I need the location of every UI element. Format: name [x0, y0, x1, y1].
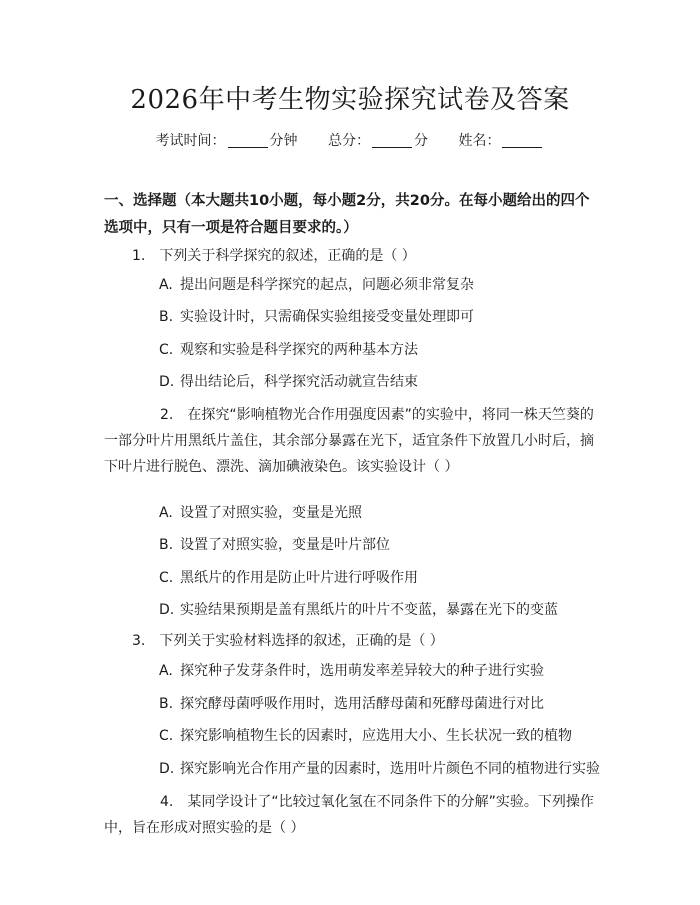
section-heading: 一、选择题（本大题共10小题，每小题2分，共20分。在每小题给出的四个选项中，只有一项是符合题目要求的。）	[104, 193, 590, 236]
question-text: 某同学设计了“比较过氧化氢在不同条件下的分解”实验。下列操作中，旨在形成对照实验的是（ ）	[104, 794, 594, 836]
question-4	[104, 789, 598, 841]
option-letter: D.	[159, 374, 175, 390]
question-text: 在探究“影响植物光合作用强度因素”的实验中，将同一株天竺葵的一部分叶片用黑纸片盖住，其余部分暴露在光下，适宜条件下放置几小时后，摘下叶片进行脱色、漂洗、滴加碘液染色。该实验设计（ ）	[104, 407, 594, 475]
q2-option-b[interactable]	[159, 535, 604, 555]
exam-time-blank[interactable]	[228, 147, 268, 148]
option-letter: A.	[159, 663, 173, 679]
option-text: 黑纸片的作用是防止叶片进行呼吸作用	[180, 570, 418, 586]
question-3	[132, 628, 598, 654]
question-number: 2.	[160, 407, 174, 423]
question-number: 3.	[132, 633, 146, 649]
option-text: 设置了对照实验，变量是光照	[180, 505, 362, 521]
student-name-field	[458, 131, 544, 151]
option-text: 探究影响光合作用产量的因素时，选用叶片颜色不同的植物进行实验	[180, 761, 600, 777]
total-score-label: 总分：	[328, 133, 370, 149]
exam-title: 2026年中考生物实验探究试卷及答案	[130, 85, 570, 115]
option-letter: C.	[159, 342, 174, 358]
question-text: 下列关于实验材料选择的叙述，正确的是（ ）	[159, 633, 444, 649]
total-score-field	[328, 131, 428, 151]
q3-option-a[interactable]	[159, 661, 604, 681]
q3-option-c[interactable]	[159, 726, 604, 746]
option-letter: D.	[159, 761, 175, 777]
option-text: 设置了对照实验，变量是叶片部位	[180, 537, 390, 553]
q1-option-a[interactable]	[159, 275, 604, 295]
option-text: 探究种子发芽条件时，选用萌发率差异较大的种子进行实验	[180, 663, 544, 679]
option-letter: C.	[159, 728, 174, 744]
exam-time-field	[156, 131, 298, 151]
student-name-blank[interactable]	[502, 147, 542, 148]
option-text: 提出问题是科学探究的起点，问题必须非常复杂	[180, 277, 474, 293]
option-letter: A.	[159, 505, 173, 521]
option-letter: D.	[159, 602, 175, 618]
q1-option-c[interactable]	[159, 340, 604, 360]
exam-time-label: 考试时间：	[155, 133, 226, 149]
option-letter: B.	[159, 309, 174, 325]
q1-option-b[interactable]	[159, 307, 604, 327]
student-name-label: 姓名：	[458, 133, 501, 149]
q3-option-b[interactable]	[159, 694, 604, 714]
option-text: 探究酵母菌呼吸作用时，选用活酵母菌和死酵母菌进行对比	[180, 696, 544, 712]
total-score-unit: 分	[414, 133, 428, 149]
option-letter: C.	[159, 570, 174, 586]
option-text: 得出结论后，科学探究活动就宣告结束	[180, 374, 418, 390]
q3-option-d[interactable]	[159, 759, 604, 779]
option-letter: B.	[159, 696, 174, 712]
total-score-blank[interactable]	[372, 147, 412, 148]
question-1	[132, 243, 598, 269]
question-text: 下列关于科学探究的叙述，正确的是（ ）	[159, 248, 416, 264]
q2-option-a[interactable]	[159, 503, 604, 523]
question-number: 1.	[132, 248, 146, 264]
question-number: 4.	[160, 794, 174, 810]
q2-option-c[interactable]	[159, 568, 604, 588]
exam-time-unit: 分钟	[269, 133, 298, 149]
option-letter: A.	[159, 277, 173, 293]
option-text: 实验设计时，只需确保实验组接受变量处理即可	[180, 309, 474, 325]
question-2	[104, 402, 598, 480]
option-letter: B.	[159, 537, 174, 553]
option-text: 观察和实验是科学探究的两种基本方法	[180, 342, 418, 358]
option-text: 实验结果预期是盖有黑纸片的叶片不变蓝，暴露在光下的变蓝	[180, 602, 558, 618]
q1-option-d[interactable]	[159, 372, 604, 392]
option-text: 探究影响植物生长的因素时，应选用大小、生长状况一致的植物	[180, 728, 572, 744]
exam-meta-line	[0, 131, 700, 151]
q2-option-d[interactable]	[159, 600, 604, 620]
